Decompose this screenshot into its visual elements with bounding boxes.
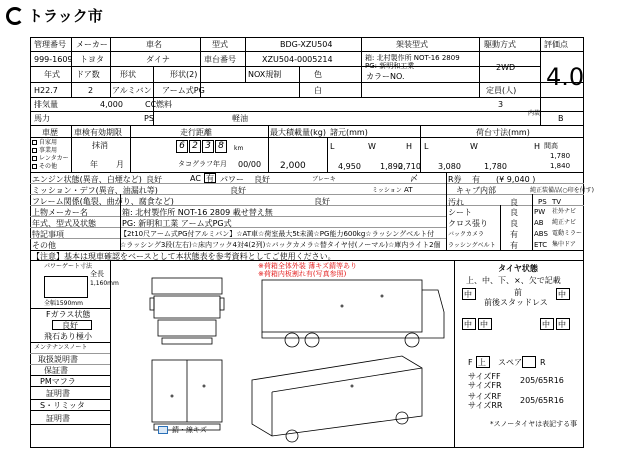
tire-r1: 中 [464,320,472,329]
inspection-label: 車検有効期限 [74,128,122,137]
truck-perspective-view [252,356,422,442]
history-item: 自家用 [39,139,58,146]
cab-row-b: 集中ドア [552,241,576,248]
logo-text: トラック市 [28,7,103,25]
fglass: 良好 [62,321,78,330]
h-value: 2,710 [398,162,421,171]
tacho-label: タコグラフ年月 [178,160,227,168]
logo [6,6,103,28]
maker: トヨタ [80,55,104,64]
tire-r2: 中 [480,320,488,329]
size-ff: 205/65R16 [520,376,564,385]
load-label: 最大積載量(kg) [270,128,326,137]
doors-label: ドア数 [76,70,100,79]
tire-r4: 中 [558,320,566,329]
body-type-cond: PG: 新明和工業 アーム式PG式 [122,219,232,228]
bed-label: 荷台寸法(mm) [476,128,530,137]
history-list [32,139,70,171]
shape: アルミバン [112,86,152,95]
cab-label: キャブ内部 [456,186,496,195]
tacho-value: 00/00 [238,160,262,169]
l-value: 4,950 [338,162,361,171]
color: 白 [314,86,322,95]
spec-text: 【2t10尺アーム式PG付アルミバン】☆AT車☆荷室最大5t未満☆PG能力600kg☆ラッシングベルト付 [120,230,435,238]
fuel-label: 燃料 [156,100,172,109]
checkbox-icon [32,148,37,153]
glass-length: 1,160mm [90,280,119,287]
year-label: 年式 [44,70,60,79]
shape2: アーム式PG [162,86,205,95]
notice-text: 【注意】基本は現車確認をベースとして本状態表を参考資料としてご使用ください。 [32,252,336,261]
history-item: レンタカー [39,155,69,162]
spare-label: スペア [498,358,522,367]
truck-side-view [262,280,444,347]
bed-w-value: 1,780 [484,162,507,171]
chassis-label: 車台番号 [204,55,236,64]
size-ff-label: サイズFF [468,372,501,381]
bed-l-value: 3,080 [438,162,461,171]
power: 良好 [254,175,270,184]
shape-label: 形状 [120,70,136,79]
cab-row-b: 電動ミラー [552,230,583,237]
engine-label: エンジン状態(異音、白煙など) [32,175,142,184]
power-label: パワー [220,175,244,184]
cab-row-a: PS [538,198,547,206]
size-rf-label: サイズRF [468,392,502,401]
cc-unit: CC [145,100,157,109]
cab-row-name: 汚れ [448,198,464,207]
tires-footer: *スノータイヤは表記する事 [490,420,578,428]
checkbox-icon [32,164,37,169]
fglass-label: Fガラス状態 [46,310,91,319]
truck-diagram [112,276,452,446]
other-text: ☆ラッシング3段(左右)☆床内フック4対4(2列)☆バックカメラ☆替タイヤ付(ノーマル)☆庫内ライト2個 [120,241,441,249]
tire-fr: 中 [558,290,566,299]
ps-unit: PS [144,114,154,123]
cab-extra-label: 純正装備品(○印を付す) [530,187,594,194]
capacity-label: 定員(人) [486,86,517,95]
hp-label: 馬力 [34,114,50,123]
cab-row-a: ETC [534,241,548,249]
h-label: H [406,142,413,151]
tires-front: 前 [514,288,522,297]
checkbox-icon [32,156,37,161]
l-label: L [330,142,335,151]
cab-row-a: PW [534,208,546,216]
mission: 良好 [230,186,246,195]
cab-row-name: ラッシングベルト [448,242,496,249]
interior: B [558,114,564,123]
between-value: 1,780 [550,152,571,160]
cab-row-cond: 良 [510,198,518,207]
body-maker: 箱: 北村製作所 NOT-16 2809 載せ替え無 [122,208,273,217]
maker-label: メーカー [76,40,108,49]
warranty-label: 保証書 [44,366,68,375]
manual-label: 取扱説明書 [38,355,78,364]
score-label: 評価点 [544,40,568,49]
chip: 飛石あり極小 [44,332,92,341]
glass-length-label: 全長 [90,270,104,278]
truck-front-view [150,278,224,344]
history-label: 車歴 [42,128,58,137]
notice-red-2: ※荷箱内板割れ有(写真参照) [258,270,347,278]
bed-h-label: H [534,142,541,151]
bed-l-label: L [424,142,429,151]
body-type-cond-label: 年式、型式及状態 [32,219,96,228]
bed-h-value: 1,840 [550,162,571,170]
mileage-digit: 6 [176,140,188,153]
legend-swatch [158,426,168,434]
notice-red-1: ※荷箱全体外装 薄キズ錆等あり [258,262,357,270]
displacement-label: 排気量 [34,100,58,109]
brake-mark: 〆 [410,174,418,183]
mileage-digit: 3 [202,140,214,153]
tires-label: タイヤ状態 [498,264,538,273]
tire-f-label: F [468,358,473,367]
bed-w-label: W [470,142,478,151]
damage-marks [171,295,384,398]
cab-row-cond: 有 [510,230,518,239]
drive-label: 駆動方式 [484,40,516,49]
size-fr-label: サイズFR [468,381,502,390]
month-unit: 月 [116,160,124,169]
size-rf: 205/65R16 [520,396,564,405]
maint-label: メンテナンスノート [34,344,88,351]
history-item: その他 [39,163,58,170]
cab-row-a: AB [534,219,544,227]
checkbox-icon [32,140,37,145]
other-label: その他 [32,241,56,250]
history-item: 事業用 [39,147,58,154]
load: 2,000 [280,161,306,171]
w-value: 1,890 [380,162,403,171]
tires-rear-label: 前後スタッドレス [484,298,548,307]
s-label: S・リミッタ [40,401,85,410]
w-label: W [368,142,376,151]
color-label: 色 [314,70,322,79]
nox-label: NOX規制 [248,70,282,79]
model-label: 型式 [212,40,228,49]
interior-label: 内装 [528,110,541,117]
drive: 2WD [496,63,516,72]
tires-note: 上、中、下、×、欠で記載 [466,276,561,285]
car-name-label: 車名 [146,40,162,49]
cab-row-a: ABS [534,230,548,238]
between-label: 間高 [544,142,558,150]
inspection-value: 抹消 [92,141,108,150]
tire-f-value: 上 [478,358,486,367]
glass-label: パワーゲート寸法 [44,263,93,270]
capacity: 3 [498,100,504,109]
dims-label: 諸元(mm) [330,128,368,137]
rscale-amount: (¥ 9,040 ) [496,175,536,184]
doors: 2 [88,86,94,95]
cab-row-cond: 有 [510,241,518,250]
tire-spare-box [522,356,536,368]
rscale-label: R券 [448,175,462,184]
body-type-label: 架装型式 [396,40,428,49]
pm-cert: 証明書 [46,389,70,398]
truck-rear-view [152,360,222,430]
model: BDG-XZU504 [280,40,333,49]
car-name: ダイナ [146,55,170,64]
gate-diagram [44,276,88,298]
mileage-digit: 8 [215,140,227,153]
tire-r-label: R [540,358,546,367]
year: H22.7 [34,86,58,95]
tire-fl: 中 [464,290,472,299]
engine: 良好 [146,175,162,184]
cab-row-name: シート [448,208,472,217]
shape2-label: 形状(2) [170,70,198,79]
tire-r3: 中 [542,320,550,329]
cab-row-name: バックカメラ [448,231,485,238]
color-no-label: カラーNO. [366,72,405,81]
cab-row-cond: 良 [510,219,518,228]
at-label: AT [404,186,413,194]
body-maker-label: 上物メーカー名 [32,208,88,217]
mileage-label: 走行距離 [180,128,212,137]
displacement: 4,000 [100,100,123,109]
mission-label: ミッション・デフ(異音、油漏れ等) [32,186,158,195]
mgmt-no-label: 管理番号 [34,40,66,49]
km-unit: km [234,145,244,152]
mission-short: ミッション [372,187,402,194]
glass-width: 全幅1590mm [44,300,83,307]
frame: 良好 [314,197,330,206]
year-unit: 年 [90,160,98,169]
cab-row-b: TV [552,198,562,206]
size-rr-label: サイズRR [468,401,503,410]
chassis: XZU504-0005214 [262,55,333,64]
cab-row-name: クロス張り [448,219,488,228]
body-type-line1: 箱: 北村製作所 NOT-16 2809 [365,54,460,62]
spec-label: 特記事項 [32,230,64,239]
score: 4.0 [546,63,585,91]
cab-row-b: 社外ナビ [552,208,577,215]
ac-value: 有 [206,174,214,183]
logo-mark-icon [6,7,24,25]
cab-rows [448,198,584,252]
frame-label: フレーム関係(亀裂、曲がり、腐食など) [32,197,174,206]
s-cert: 証明書 [46,414,70,423]
brake-label: ブレーキ [312,176,336,183]
pm-label: PMマフラ [40,377,76,386]
body-type-line2: PG: 新明和工業 [365,62,415,70]
cab-row-cond: 良 [510,208,518,217]
ac-label: AC [190,174,201,183]
legend-text: 錆・線キズ [172,426,207,434]
rscale-value: 有 [472,175,480,184]
fuel: 軽油 [232,114,248,123]
mileage-digit: 2 [189,140,201,153]
cab-row-b: 純正ナビ [552,219,577,226]
mgmt-no: 999-1609 [34,55,73,64]
